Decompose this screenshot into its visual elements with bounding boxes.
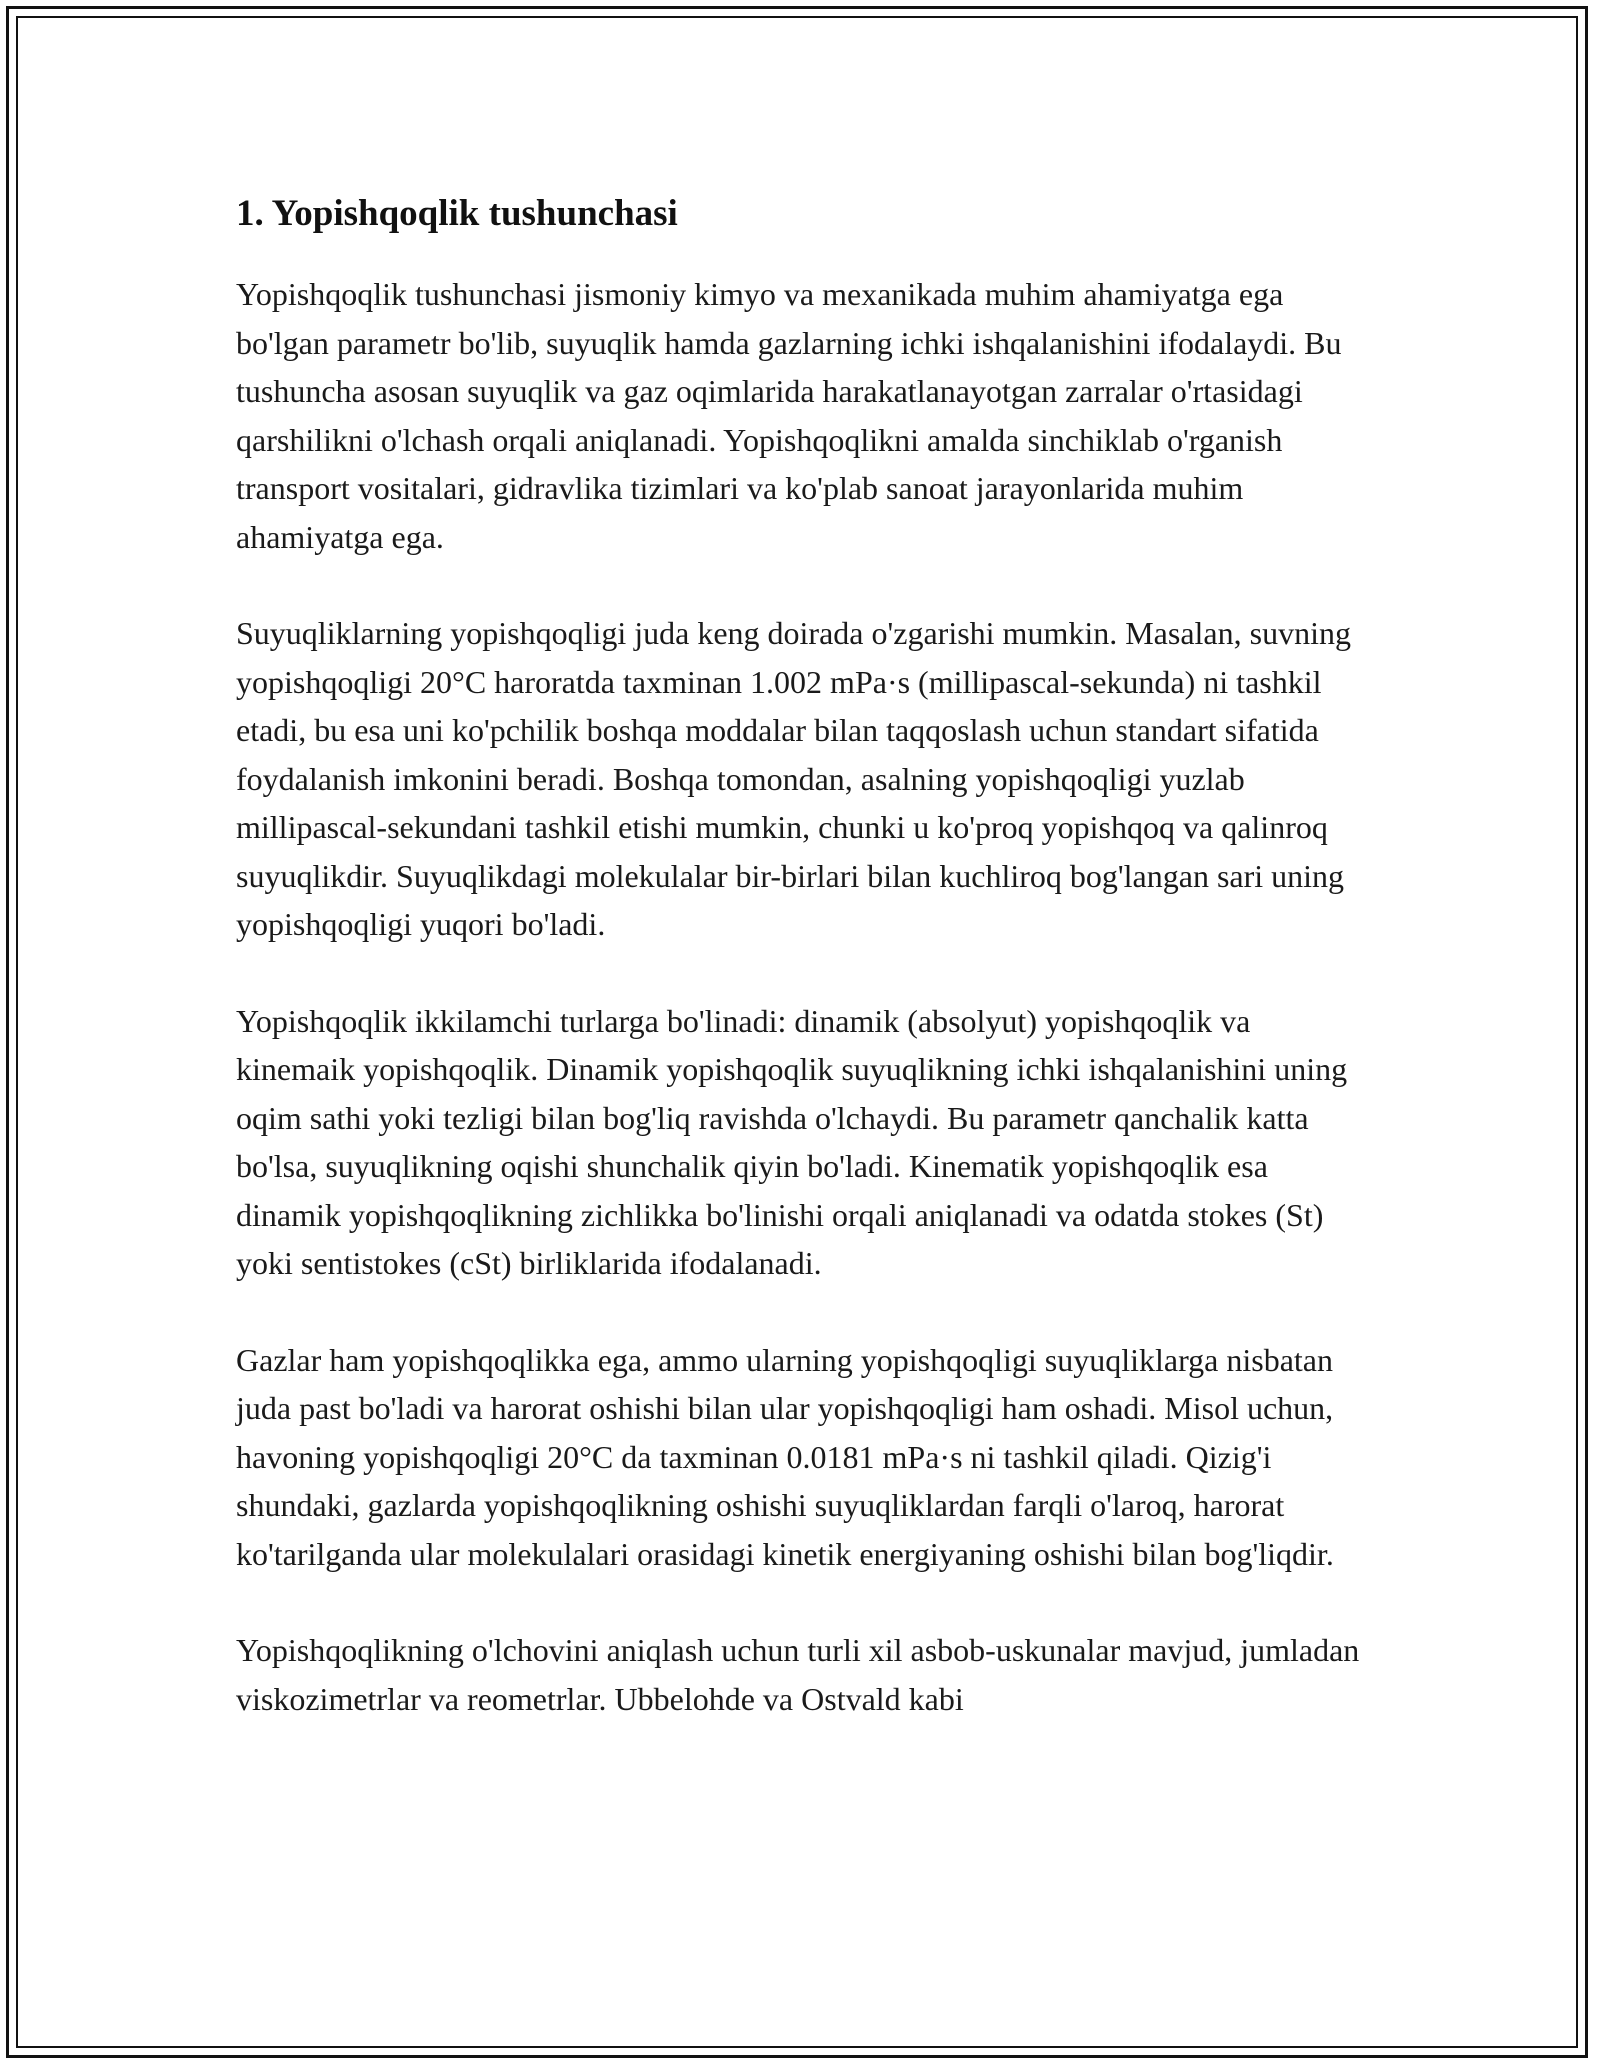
paragraph-2: Suyuqliklarning yopishqoqligi juda keng doirada o'zgarishi mumkin. Masalan, suvning yopishqoqligi 20°C haroratda taxminan 1.002 mPa·s (millipascal-sekunda) ni tashkil etadi, bu esa uni ko'pchilik boshqa moddalar bilan taqqoslash uchun standart sifatida foydalanish imkonini beradi. Boshqa tomondan, asalning yopishqoqligi yuzlab millipascal-sekundani tashkil etishi mumkin, chunki u ko'proq yopishqoq va qalinroq suyuqlikdir. Suyuqlikdagi molekulalar bir-birlari bilan kuchliroq bog'langan sari uning yopishqoqligi yuqori bo'ladi. <box>236 615 1351 942</box>
paragraph-1: Yopishqoqlik tushunchasi jismoniy kimyo va mexanikada muhim ahamiyatga ega bo'lgan parametr bo'lib, suyuqlik hamda gazlarning ichki ishqalanishini ifodalaydi. Bu tushuncha asosan suyuqlik va gaz oqimlarida harakatlanayotgan zarralar o'rtasidagi qarshilikni o'lchash orqali aniqlanadi. Yopishqoqlikni amalda sinchiklab o'rganish transport vositalari, gidravlika tizimlari va ko'plab sanoat jarayonlarida muhim ahamiyatga ega. <box>236 276 1342 555</box>
paragraph-5: Yopishqoqlikning o'lchovini aniqlash uchun turli xil asbob-uskunalar mavjud, jumladan viskozimetrlar va reometrlar. Ubbelohde va Ostvald kabi <box>236 1632 1360 1717</box>
document-body <box>236 186 1376 1771</box>
paragraph-4: Gazlar ham yopishqoqlikka ega, ammo ularning yopishqoqligi suyuqliklarga nisbatan juda past bo'ladi va harorat oshishi bilan ular yopishqoqligi ham oshadi. Misol uchun, havoning yopishqoqligi 20°C da taxminan 0.0181 mPa·s ni tashkil qiladi. Qizig'i shundaki, gazlarda yopishqoqlikning oshishi suyuqliklardan farqli o'laroq, harorat ko'tarilganda ular molekulalari orasidagi kinetik energiyaning oshishi bilan bog'liqdir. <box>236 1341 1334 1572</box>
section-heading: 1. Yopishqoqlik tushunchasi <box>236 193 678 234</box>
paragraph-3: Yopishqoqlik ikkilamchi turlarga bo'linadi: dinamik (absolyut) yopishqoqlik va kinemaik yopishqoqlik. Dinamik yopishqoqlik suyuqlikning ichki ishqalanishini uning oqim sathi yoki tezligi bilan bog'liq ravishda o'lchaydi. Bu parametr qanchalik katta bo'lsa, suyuqlikning oqishi shunchalik qiyin bo'ladi. Kinematik yopishqoqlik esa dinamik yopishqoqlikning zichlikka bo'linishi orqali aniqlanadi va odatda stokes (St) yoki sentistokes (cSt) birliklarida ifodalanadi. <box>236 1002 1348 1281</box>
